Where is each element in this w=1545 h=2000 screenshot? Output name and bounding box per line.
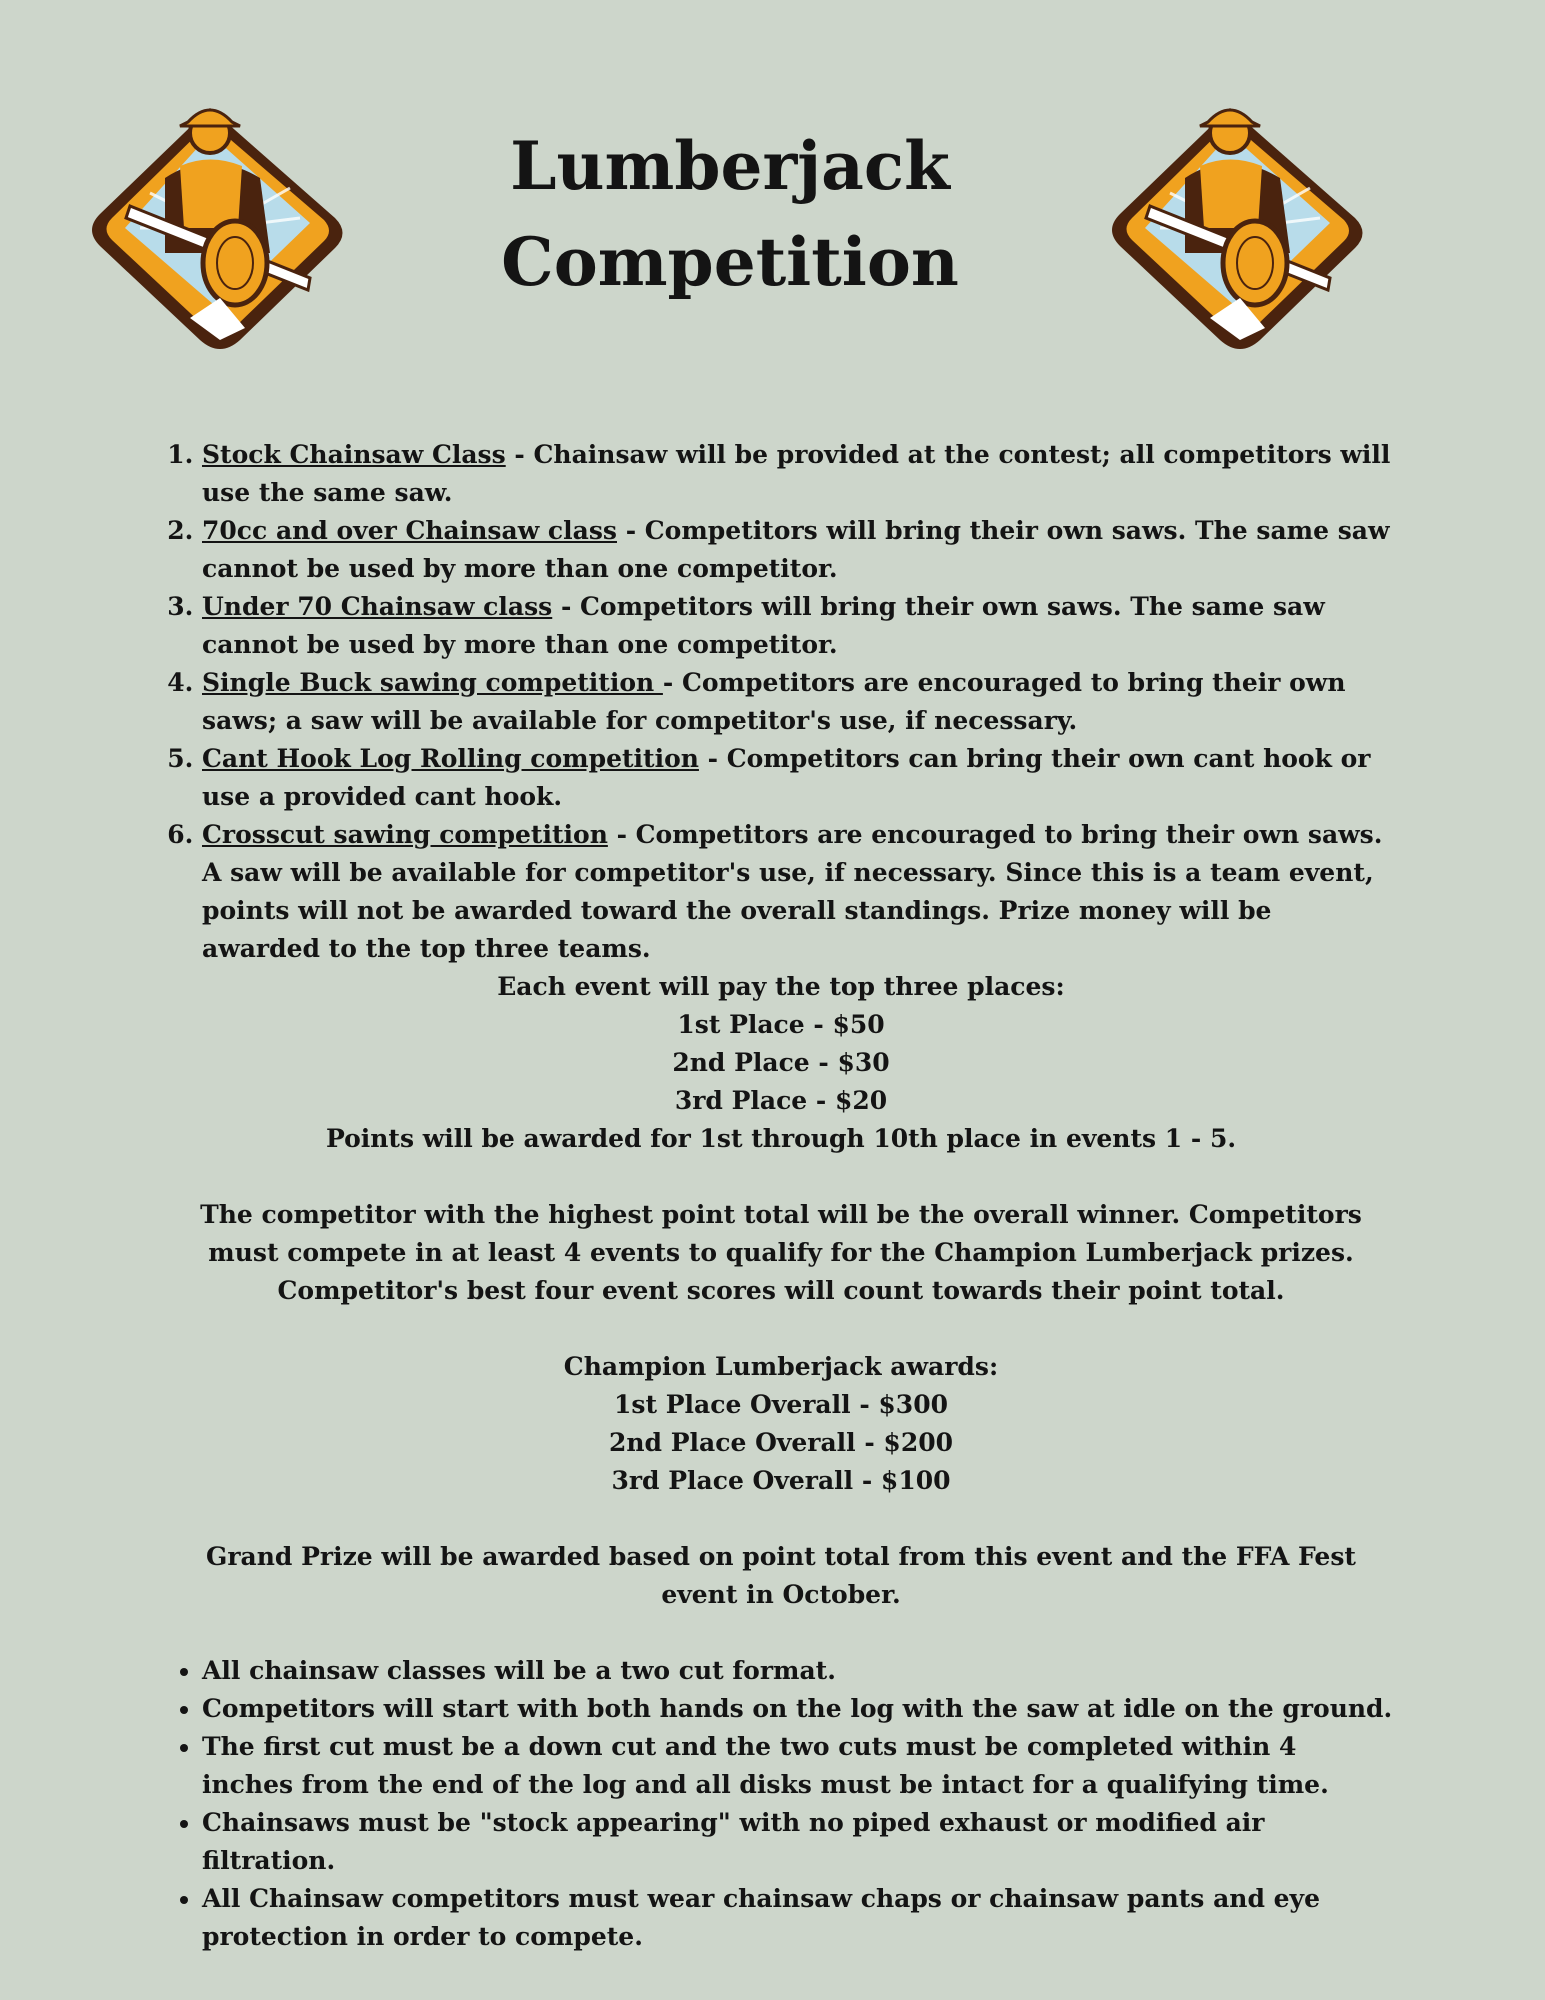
event-item [202,740,1396,816]
champion-heading: Champion Lumberjack awards: [563,1352,999,1381]
payout-place: 1st Place - $50 [677,1010,885,1039]
title-line-1: Lumberjack [510,127,950,205]
payout-heading: Each event will pay the top three places: [497,972,1065,1001]
lumberjack-logo-right [1090,78,1390,358]
payout-place: 2nd Place - $30 [672,1048,890,1077]
rule-item: • The first cut must be a down cut and the two cuts must be completed within 4 inches from the end of the log and all disks must be intact for a qualifying time. [202,1728,1396,1804]
event-item [202,816,1396,968]
lumberjack-log-saw-icon [1090,78,1390,358]
event-name: Crosscut sawing competition [202,820,608,849]
rule-item: • All chainsaw classes will be a two cut format. [202,1652,1396,1690]
event-item [202,664,1396,740]
champion-section [166,1348,1396,1500]
event-desc: - Competitors can bring their own cant hook or use a provided cant hook. [202,744,1371,811]
lumberjack-log-saw-icon [70,78,370,358]
event-name: Cant Hook Log Rolling competition [202,744,699,773]
champion-place: 1st Place Overall - $300 [614,1390,948,1419]
rule-item: • All Chainsaw competitors must wear chainsaw chaps or chainsaw pants and eye protection in order to compete. [202,1880,1396,1956]
champion-place: 3rd Place Overall - $100 [611,1466,951,1495]
event-desc: - Competitors are encouraged to bring their own saws; a saw will be available for competitor's use, if necessary. [202,668,1346,735]
event-desc: - Competitors will bring their own saws. The same saw cannot be used by more than one competitor. [202,592,1325,659]
event-desc: - Chainsaw will be provided at the contest; all competitors will use the same saw. [202,440,1391,507]
champion-place: 2nd Place Overall - $200 [608,1428,954,1457]
grand-prize-note: Grand Prize will be awarded based on point total from this event and the FFA Fest event in October. [206,1542,1356,1609]
rule-item: • Competitors will start with both hands on the log with the saw at idle on the ground. [202,1690,1396,1728]
event-desc: - Competitors are encouraged to bring their own saws. A saw will be available for competitor's use, if necessary. Since this is a team event, points will not be awarded toward the overall standings. Prize money will be awarded to the top three teams. [202,820,1383,963]
payout-place: 3rd Place - $20 [674,1086,888,1115]
event-item [202,588,1396,664]
payout-section [166,968,1396,1158]
event-desc: - Competitors will bring their own saws. The same saw cannot be used by more than one competitor. [202,516,1390,583]
main-content [166,436,1396,1956]
event-name: 70cc and over Chainsaw class [202,516,617,545]
overall-paragraph: The competitor with the highest point total will be the overall winner. Competitors must compete in at least 4 events to qualify for the Champion Lumberjack prizes. Competitor's best four event scores will count towards their point total. [200,1200,1362,1305]
event-list [166,436,1396,968]
event-item [202,436,1396,512]
event-name: Single Buck sawing competition [202,668,663,697]
lumberjack-logo-left [70,78,370,358]
event-item [202,512,1396,588]
title-line-2: Competition [501,223,959,301]
event-name: Under 70 Chainsaw class [202,592,553,621]
event-name: Stock Chainsaw Class [202,440,506,469]
points-note: Points will be awarded for 1st through 10th place in events 1 - 5. [325,1124,1237,1153]
page-title [420,118,1040,310]
rule-item: • Chainsaws must be "stock appearing" with no piped exhaust or modified air filtration. [202,1804,1396,1880]
rules-list [166,1652,1396,1956]
